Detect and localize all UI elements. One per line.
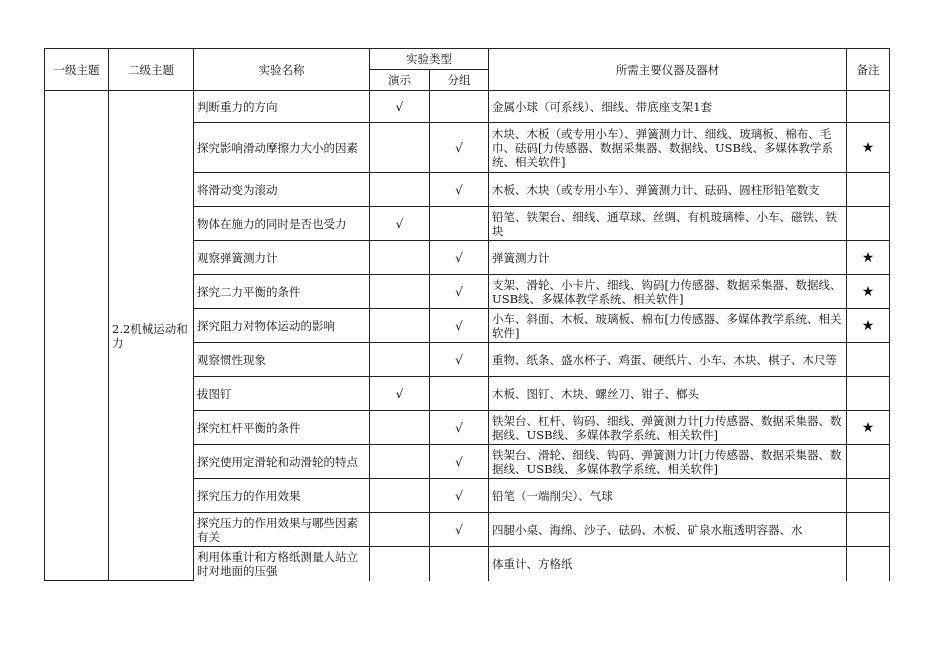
group-check: √	[430, 123, 489, 173]
experiment-name: 将滑动变为滚动	[194, 173, 370, 207]
equipment-cell: 四腿小桌、海绵、沙子、砝码、木板、矿泉水瓶透明容器、水	[489, 513, 847, 547]
note-star	[847, 343, 890, 377]
topic2-cell: 2.2机械运动和力	[109, 91, 194, 581]
header-name: 实验名称	[194, 49, 370, 91]
equipment-cell: 铁架台、滑轮、细线、钩码、弹簧测力计[力传感器、数据采集器、数据线、USB线、多媒体教学系统、相关软件]	[489, 445, 847, 479]
experiment-table	[44, 48, 890, 581]
experiment-name: 利用体重计和方格纸测量人站立时对地面的压强	[194, 547, 370, 581]
demo-check	[370, 275, 430, 309]
note-star: ★	[847, 275, 890, 309]
equipment-cell: 铅笔（一端削尖）、气球	[489, 479, 847, 513]
group-check: √	[430, 173, 489, 207]
group-check: √	[430, 411, 489, 445]
experiment-name: 探究压力的作用效果	[194, 479, 370, 513]
demo-check	[370, 513, 430, 547]
experiment-name: 观察惯性现象	[194, 343, 370, 377]
equipment-cell: 铁架台、杠杆、钩码、细线、弹簧测力计[力传感器、数据采集器、数据线、USB线、多媒体教学系统、相关软件]	[489, 411, 847, 445]
experiment-name: 拔图钉	[194, 377, 370, 411]
demo-check	[370, 445, 430, 479]
demo-check	[370, 547, 430, 581]
table-body	[45, 91, 890, 581]
demo-check: √	[370, 377, 430, 411]
experiment-name: 判断重力的方向	[194, 91, 370, 123]
experiment-name: 观察弹簧测力计	[194, 241, 370, 275]
group-check: √	[430, 343, 489, 377]
header-demo: 演示	[370, 70, 430, 91]
note-star	[847, 207, 890, 241]
note-star	[847, 513, 890, 547]
equipment-cell: 小车、斜面、木板、玻璃板、棉布[力传感器、多媒体教学系统、相关软件]	[489, 309, 847, 343]
experiment-name: 探究影响滑动摩擦力大小的因素	[194, 123, 370, 173]
note-star: ★	[847, 123, 890, 173]
header-type: 实验类型	[370, 49, 489, 70]
demo-check	[370, 123, 430, 173]
header-equipment: 所需主要仪器及器材	[489, 49, 847, 91]
demo-check	[370, 241, 430, 275]
note-star	[847, 547, 890, 581]
table-row	[45, 91, 890, 123]
equipment-cell: 支架、滑轮、小卡片、细线、钩码[力传感器、数据采集器、数据线、USB线、多媒体教学系统、相关软件]	[489, 275, 847, 309]
group-check: √	[430, 445, 489, 479]
demo-check	[370, 173, 430, 207]
experiment-name: 物体在施力的同时是否也受力	[194, 207, 370, 241]
equipment-cell: 重物、纸条、盛水杯子、鸡蛋、硬纸片、小车、木块、棋子、木尺等	[489, 343, 847, 377]
equipment-cell: 木块、木板（或专用小车）、弹簧测力计、细线、玻璃板、棉布、毛巾、砝码[力传感器、数据采集器、数据线、USB线、多媒体教学系统、相关软件]	[489, 123, 847, 173]
note-star	[847, 479, 890, 513]
group-check: √	[430, 513, 489, 547]
note-star	[847, 377, 890, 411]
note-star: ★	[847, 411, 890, 445]
note-star	[847, 91, 890, 123]
group-check	[430, 91, 489, 123]
header-group: 分组	[430, 70, 489, 91]
header-topic2: 二级主题	[109, 49, 194, 91]
experiment-name: 探究二力平衡的条件	[194, 275, 370, 309]
group-check	[430, 207, 489, 241]
experiment-name: 探究使用定滑轮和动滑轮的特点	[194, 445, 370, 479]
demo-check	[370, 343, 430, 377]
equipment-cell: 木板、图钉、木块、螺丝刀、钳子、榔头	[489, 377, 847, 411]
note-star: ★	[847, 309, 890, 343]
group-check	[430, 377, 489, 411]
equipment-cell: 木板、木块（或专用小车）、弹簧测力计、砝码、圆柱形铅笔数支	[489, 173, 847, 207]
demo-check	[370, 411, 430, 445]
note-star	[847, 445, 890, 479]
group-check: √	[430, 275, 489, 309]
group-check: √	[430, 479, 489, 513]
demo-check: √	[370, 207, 430, 241]
topic1-cell	[45, 91, 109, 581]
group-check: √	[430, 241, 489, 275]
header-note: 备注	[847, 49, 890, 91]
experiment-name: 探究压力的作用效果与哪些因素有关	[194, 513, 370, 547]
experiment-name: 探究杠杆平衡的条件	[194, 411, 370, 445]
group-check	[430, 547, 489, 581]
demo-check	[370, 309, 430, 343]
equipment-cell: 体重计、方格纸	[489, 547, 847, 581]
equipment-cell: 金属小球（可系线）、细线、带底座支架1套	[489, 91, 847, 123]
experiment-name: 探究阻力对物体运动的影响	[194, 309, 370, 343]
note-star	[847, 173, 890, 207]
demo-check: √	[370, 91, 430, 123]
group-check: √	[430, 309, 489, 343]
demo-check	[370, 479, 430, 513]
equipment-cell: 弹簧测力计	[489, 241, 847, 275]
note-star: ★	[847, 241, 890, 275]
header-topic1: 一级主题	[45, 49, 109, 91]
equipment-cell: 铅笔、铁架台、细线、通草球、丝绸、有机玻璃棒、小车、磁铁、铁块	[489, 207, 847, 241]
